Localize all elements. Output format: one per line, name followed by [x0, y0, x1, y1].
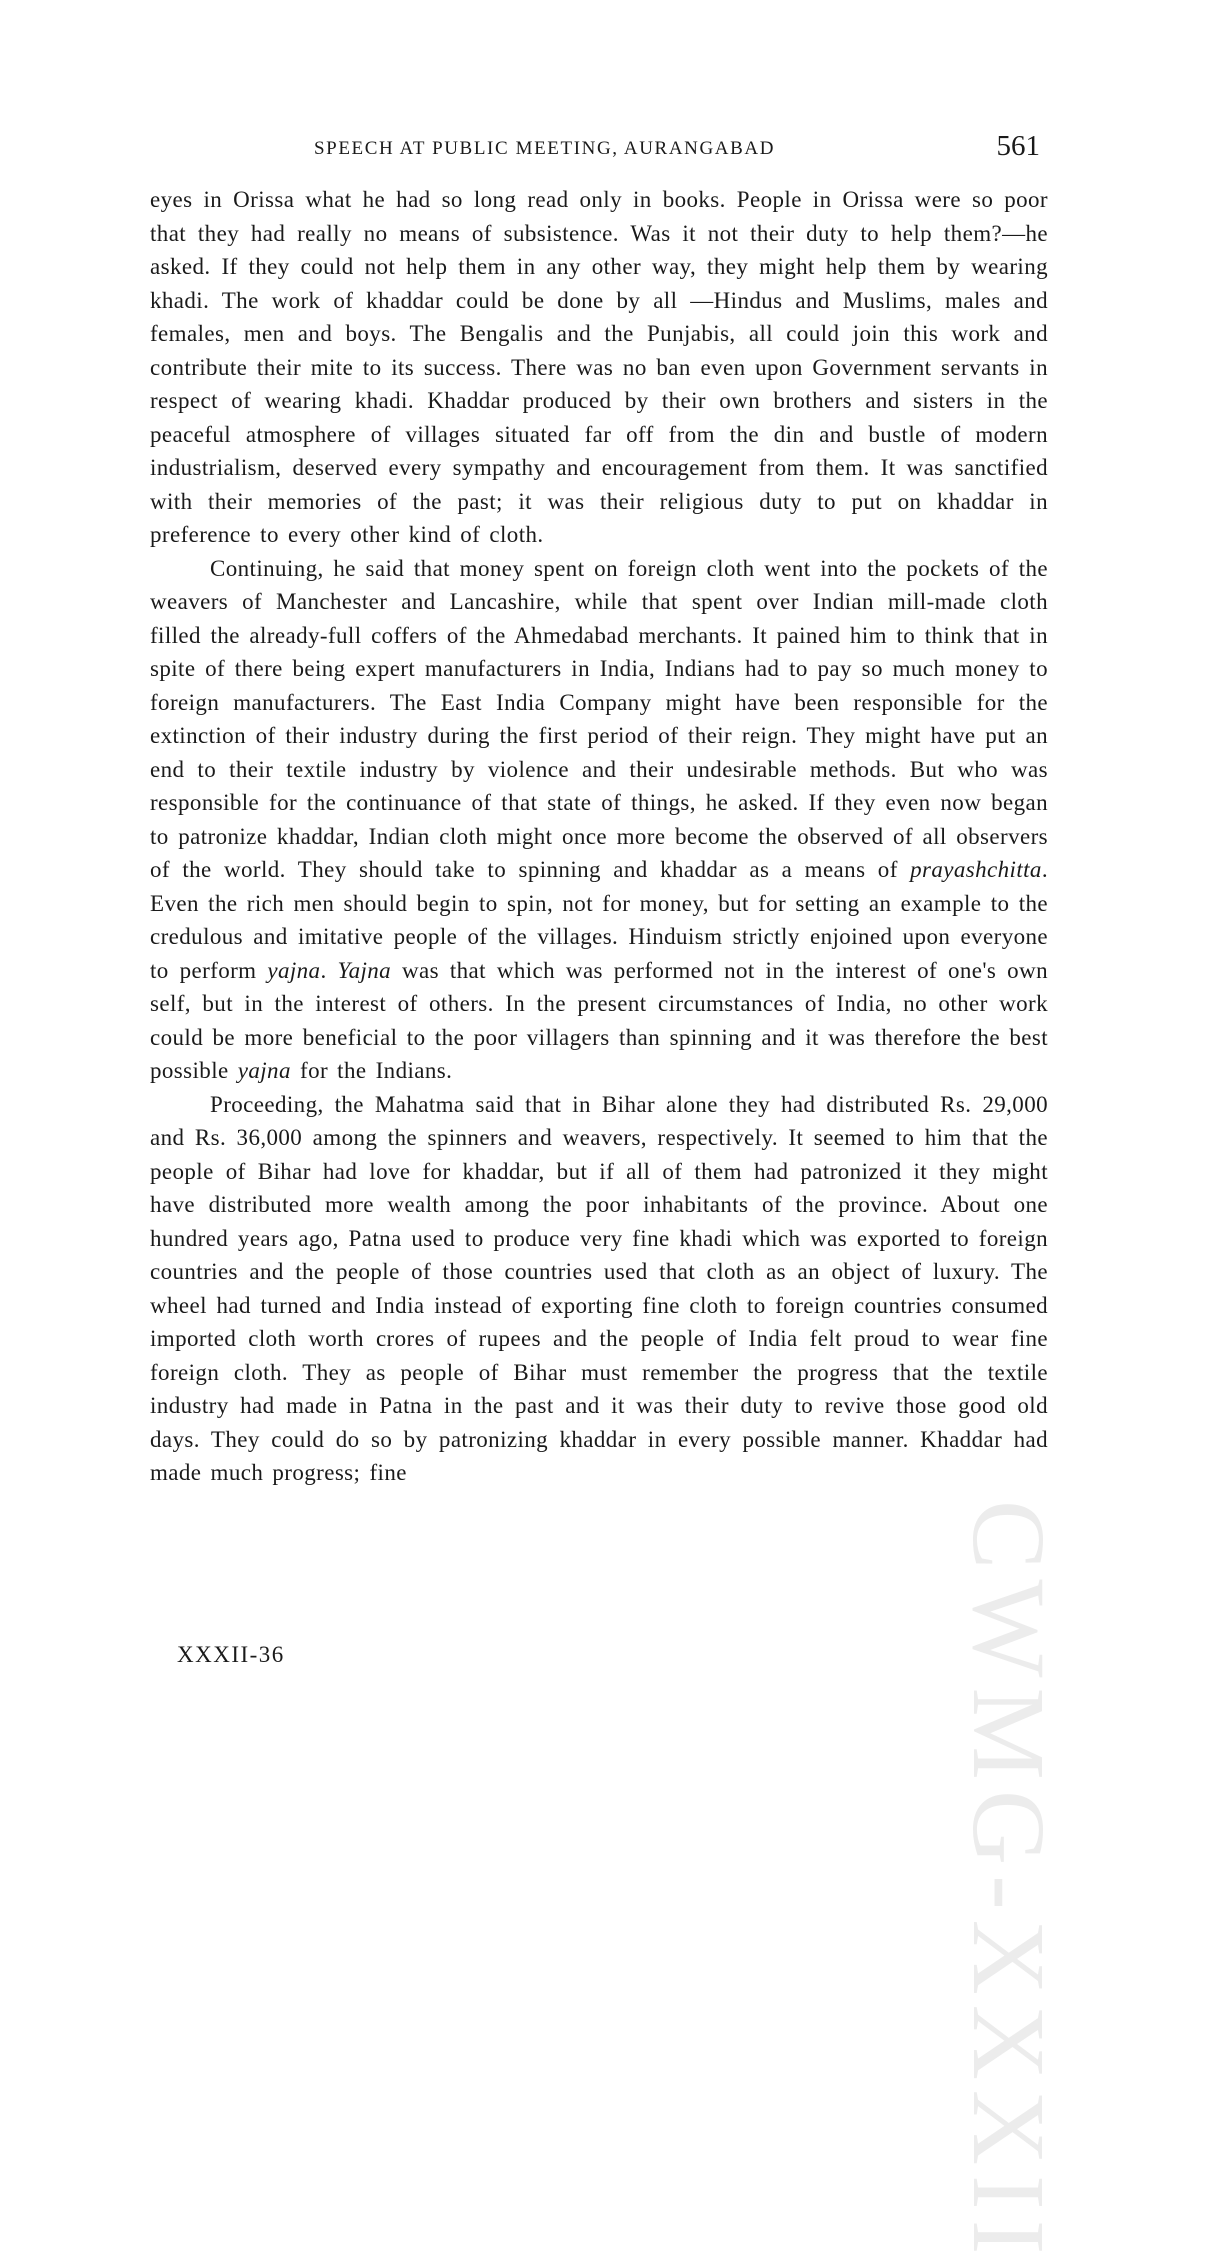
body-text: [150, 183, 1048, 1490]
paragraph-2-text: Continuing, he said that money spent on foreign cloth went into the pockets of the weavers of Manchester and Lancashire, while that spent over Indian mill-made cloth filled the already-full coffers of the Ahmedabad merchants. It pained him to think that in spite of there being expert manufacturers in India, Indians had to pay so much money to foreign manufacturers. The East India Company might have been responsible for the extinction of their industry during the first period of their reign. They might have put an end to their textile industry by violence and their undesirable methods. But who was responsible for the continuance of that state of things, he asked. If they even now began to patronize khaddar, Indian cloth might once more become the observed of all observers of the world. They should take to spinning and khaddar as a means of: [150, 555, 1048, 882]
page-header: [150, 130, 1048, 170]
term-yajna: yajna: [237, 1058, 291, 1083]
term-prayashchitta: prayashchitta: [910, 857, 1042, 882]
page-number: 561: [996, 130, 1040, 162]
term-yajna: yajna: [267, 957, 321, 983]
paragraph-2-text: was that which was performed not in the interest of one's own self, but in the interest of others. In the present circumstances of India, no other work could be more beneficial to the poor villagers than spinning and it was therefore the best possible: [150, 957, 1048, 1083]
paragraph-3: Proceeding, the Mahatma said that in Bihar alone they had distributed Rs. 29,000 and Rs. 36,000 among the spinners and weavers, respectively. It seemed to him that the people of Bihar had love for khaddar, but if all of them had patronized it they might have distributed more wealth among the poor inhabitants of the province. About one hundred years ago, Patna used to produce very fine khadi which was exported to foreign countries and the people of those countries used that cloth as an object of luxury. The wheel had turned and India instead of exporting fine cloth to foreign countries consumed imported cloth worth crores of rupees and the people of India felt proud to wear fine foreign cloth. They as people of Bihar must remember the progress that the textile industry had made in Patna in the past and it was their duty to revive those good old days. They could do so by patronizing khaddar in every possible manner. Khaddar had made much progress; fine: [150, 1091, 1048, 1485]
paragraph-2: [150, 552, 1048, 1088]
paragraph-2-text: for the Indians.: [290, 1058, 453, 1083]
paragraph-2-text: .: [320, 957, 338, 983]
paragraph-1: eyes in Orissa what he had so long read only in books. People in Orissa were so poor that they had really no means of subsistence. Was it not their duty to help them?—he asked. If they could not help them in any other way, they might help them by wearing khadi. The work of khaddar could be done by all —Hindus and Muslims, males and females, men and boys. The Bengalis and the Punjabis, all could join this work and contribute their mite to its success. There was no ban even upon Government servants in respect of wearing khadi. Khaddar produced by their own brothers and sisters in the peaceful atmosphere of villages situated far off from the din and bustle of modern industrialism, deserved every sympathy and encouragement from them. It was sanctified with their memories of the past; it was their religious duty to put on khaddar in preference to every other kind of cloth.: [150, 187, 1048, 547]
term-yajna: Yajna: [337, 957, 392, 983]
footer-signature: XXXII-36: [177, 1642, 285, 1667]
paragraph-2-text: . Even the rich men should begin to spin, not for money, but for setting an example to the credulous and imitative people of the villages. Hinduism strictly enjoined upon everyone to perform: [150, 857, 1048, 983]
running-head: SPEECH AT PUBLIC MEETING, AURANGABAD: [314, 138, 776, 159]
watermark: CWMG-XXXII: [951, 1500, 1066, 2264]
